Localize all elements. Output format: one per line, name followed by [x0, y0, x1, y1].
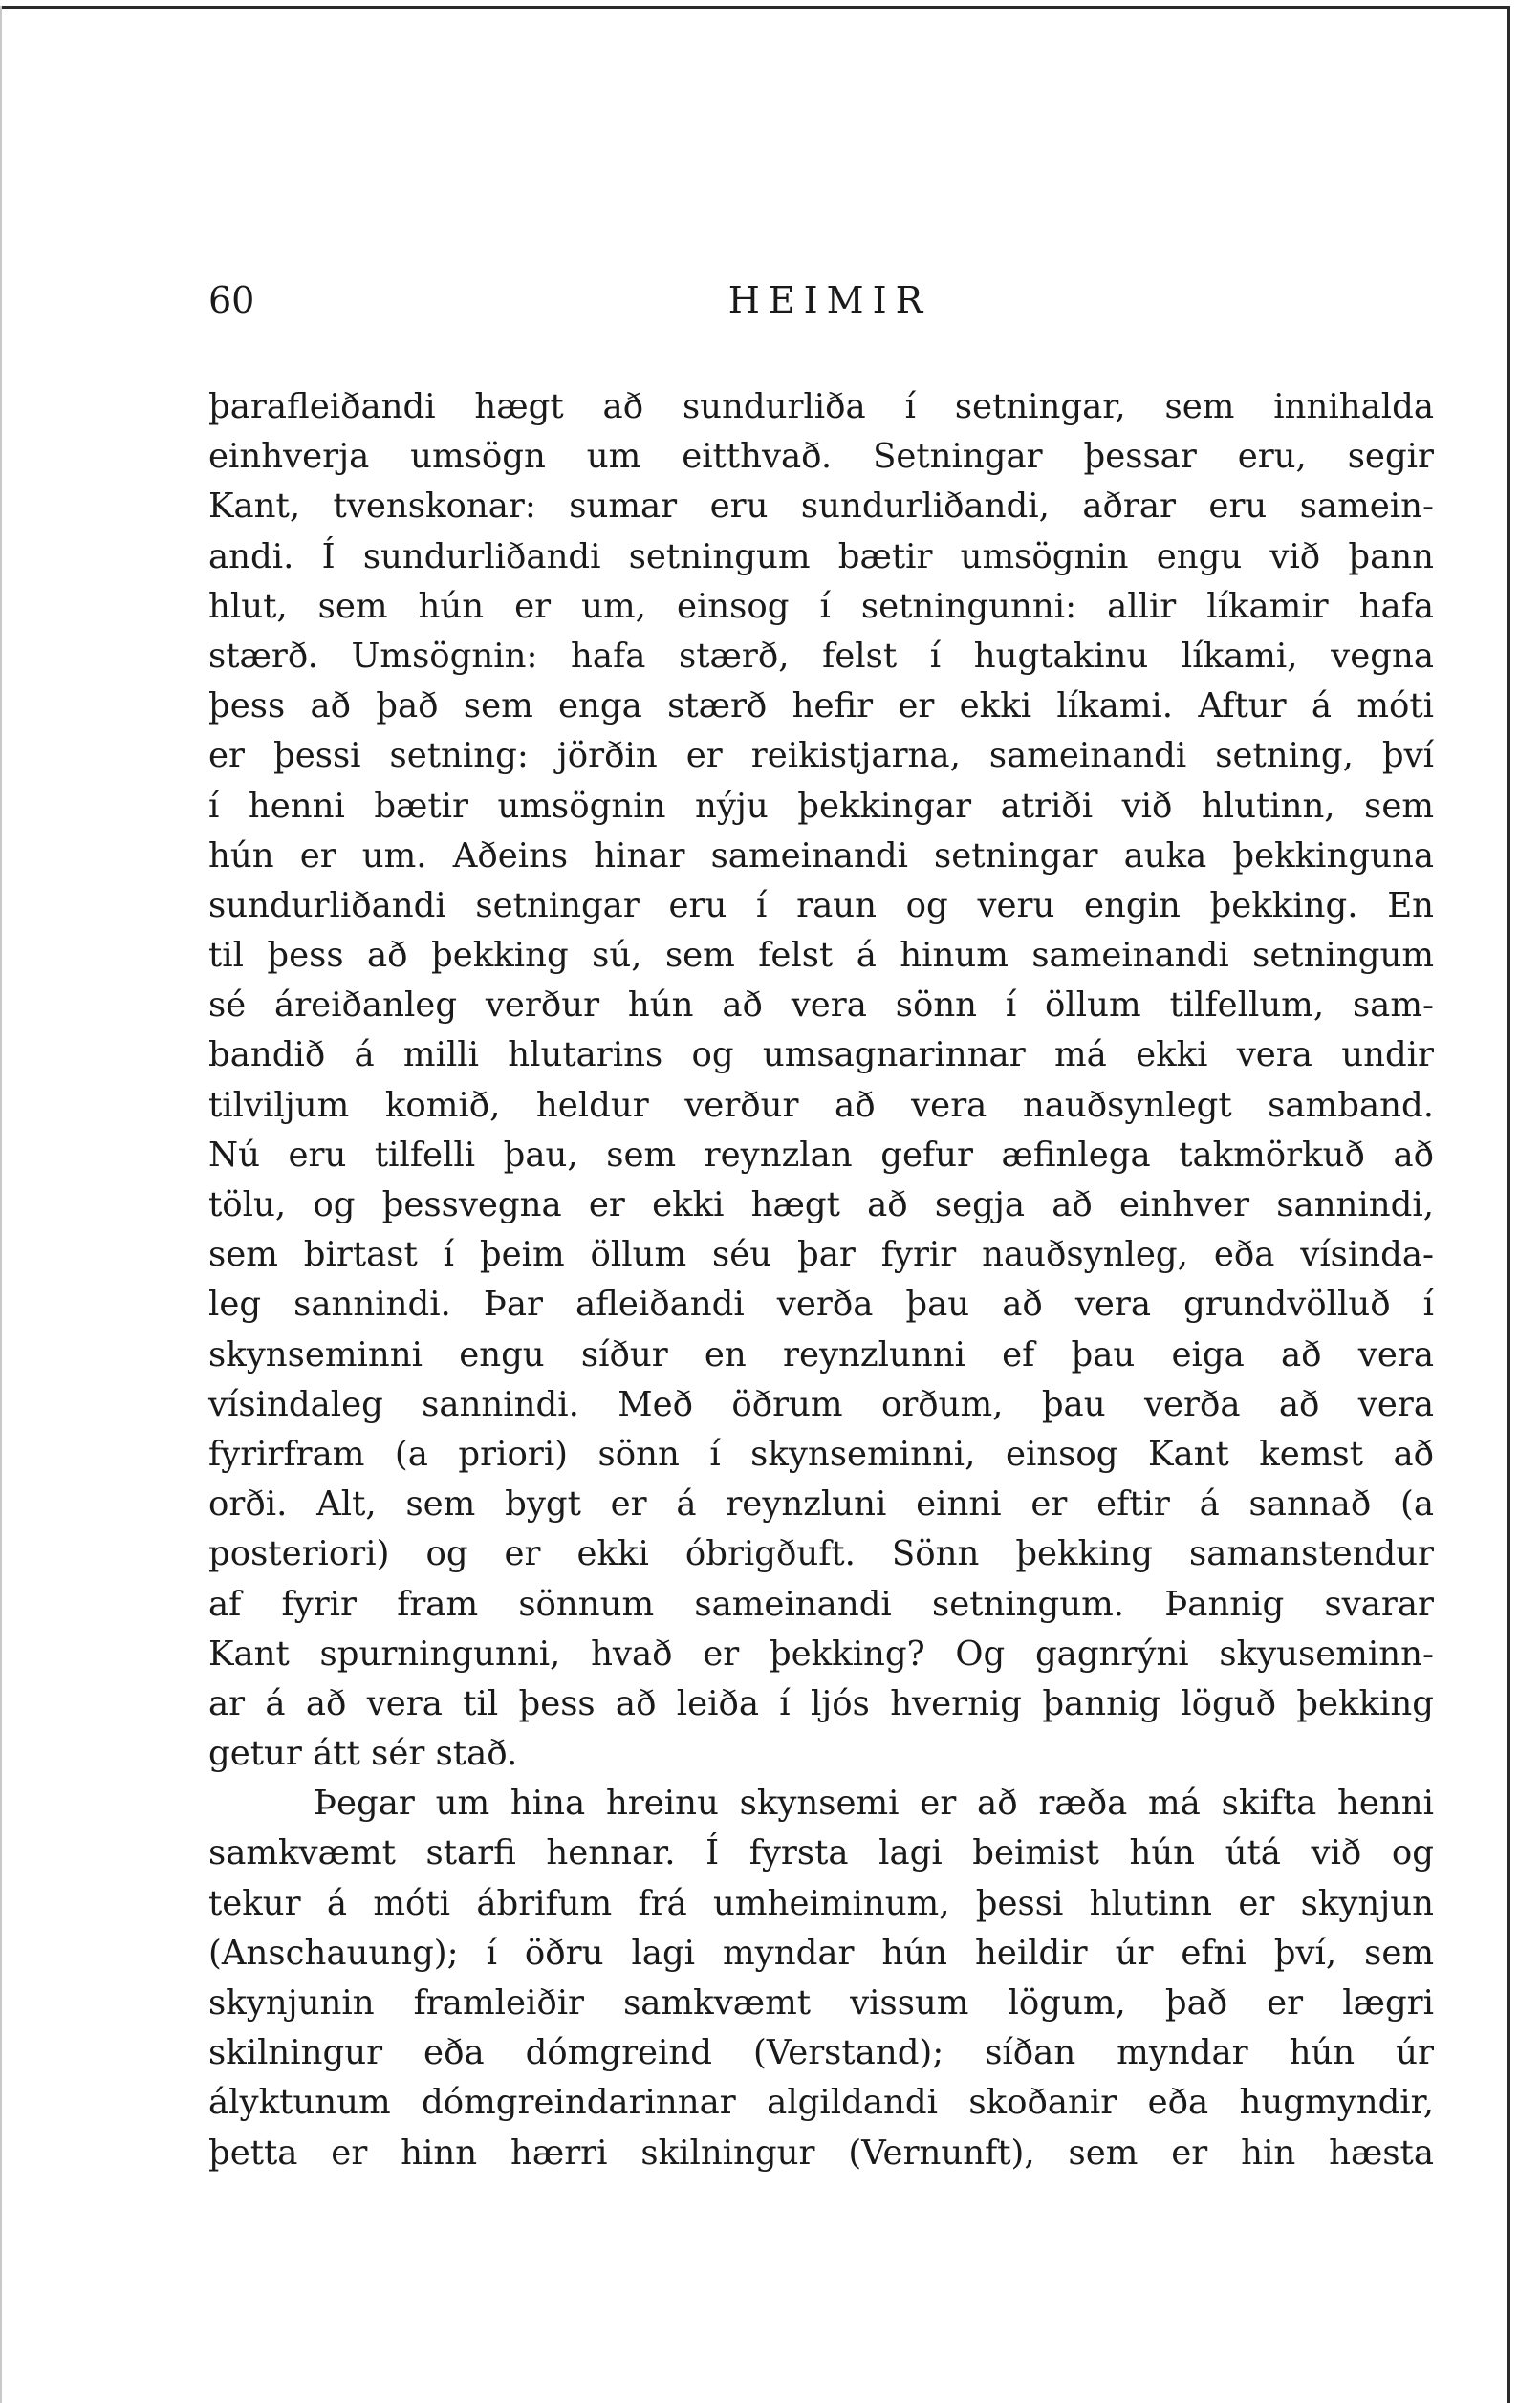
text-line: orði. Alt, sem bygt er á reynzluni einni er eftir á sannað (a — [208, 1484, 1434, 1525]
text-line: til þess að þekking sú, sem felst á hinum sameinandi setningum — [208, 936, 1434, 976]
text-line: sé áreiðanleg verður hún að vera sönn í öllum tilfellum, sam- — [208, 985, 1434, 1026]
text-line: leg sannindi. Þar afleiðandi verða þau að vera grundvölluð í — [208, 1285, 1434, 1325]
journal-title: HEIMIR — [727, 279, 932, 321]
text-line: tekur á móti ábrifum frá umheiminum, þessi hlutinn er skynjun — [208, 1883, 1434, 1923]
page-frame-left-edge — [0, 6, 2, 2403]
text-line: skynjunin framleiðir samkvæmt vissum lögum, það er lægri — [208, 1983, 1434, 2023]
text-line: hún er um. Aðeins hinar sameinandi setningar auka þekkinguna — [208, 835, 1434, 876]
text-line: vísindaleg sannindi. Með öðrum orðum, þau verða að vera — [208, 1384, 1434, 1424]
page-frame-right-rule — [1507, 6, 1510, 2403]
text-line: (Anschauung); í öðru lagi myndar hún heildir úr efni því, sem — [208, 1933, 1434, 1973]
text-line: einhverja umsögn um eitthvað. Setningar þessar eru, segir — [208, 437, 1434, 477]
page-number: 60 — [208, 279, 255, 321]
paragraph-start-line: Þegar um hina hreinu skynsemi er að ræða má skifta henni — [314, 1784, 1434, 1824]
text-line: sem birtast í þeim öllum séu þar fyrir nauðsynleg, eða vísinda- — [208, 1235, 1434, 1275]
text-line: andi. Í sundurliðandi setningum bætir umsögnin engu við þann — [208, 536, 1434, 576]
text-line: af fyrir fram sönnum sameinandi setningum. Þannig svarar — [208, 1584, 1434, 1624]
text-line: stærð. Umsögnin: hafa stærð, felst í hugtakinu líkami, vegna — [208, 636, 1434, 676]
text-line: samkvæmt starfi hennar. Í fyrsta lagi beimist hún útá við og — [208, 1833, 1434, 1873]
text-line: Nú eru tilfelli þau, sem reynzlan gefur æfinlega takmörkuð að — [208, 1135, 1434, 1175]
running-head — [208, 271, 1432, 329]
text-line: posteriori) og er ekki óbrigðuft. Sönn þekking samanstendur — [208, 1534, 1434, 1574]
text-line: í henni bætir umsögnin nýju þekkingar atriði við hlutinn, sem — [208, 786, 1434, 826]
text-line: þess að það sem enga stærð hefir er ekki líkami. Aftur á móti — [208, 686, 1434, 726]
text-line: skynseminni engu síður en reynzlunni ef þau eiga að vera — [208, 1334, 1434, 1375]
page-frame-top-rule — [0, 6, 1510, 9]
paragraph-end-line: getur átt sér stað. — [208, 1734, 518, 1774]
text-line: þarafleiðandi hægt að sundurliða í setningar, sem innihalda — [208, 387, 1434, 426]
text-line: bandið á milli hlutarins og umsagnarinnar má ekki vera undir — [208, 1035, 1434, 1075]
text-line: fyrirfram (a priori) sönn í skynseminni, einsog Kant kemst að — [208, 1434, 1434, 1474]
text-line: sundurliðandi setningar eru í raun og veru engin þekking. En — [208, 885, 1434, 925]
text-line: er þessi setning: jörðin er reikistjarna, sameinandi setning, því — [208, 736, 1434, 776]
text-line: Kant spurningunni, hvað er þekking? Og gagnrýni skyuseminn- — [208, 1634, 1434, 1674]
text-line: Kant, tvenskonar: sumar eru sundurliðandi, aðrar eru samein- — [208, 487, 1434, 527]
text-line: skilningur eða dómgreind (Verstand); síðan myndar hún úr — [208, 2033, 1434, 2073]
text-line: ar á að vera til þess að leiða í ljós hvernig þannig löguð þekking — [208, 1683, 1434, 1723]
text-line: tilviljum komið, heldur verður að vera nauðsynlegt samband. — [208, 1085, 1434, 1125]
body-text — [208, 382, 1434, 2178]
text-line: hlut, sem hún er um, einsog í setningunni: allir líkamir hafa — [208, 586, 1434, 626]
text-line: tölu, og þessvegna er ekki hægt að segja að einhver sannindi, — [208, 1185, 1434, 1224]
text-line: þetta er hinn hærri skilningur (Vernunft), sem er hin hæsta — [208, 2132, 1434, 2173]
text-line: ályktunum dómgreindarinnar algildandi skoðanir eða hugmyndir, — [208, 2083, 1434, 2123]
